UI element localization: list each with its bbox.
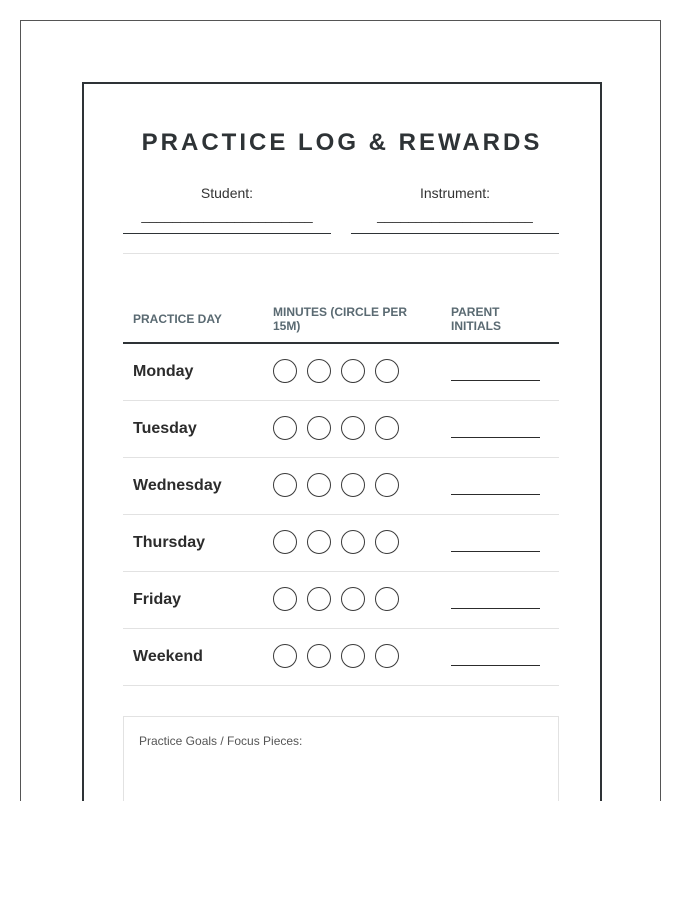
header-practice-day: PRACTICE DAY bbox=[133, 312, 222, 326]
minutes-circle[interactable] bbox=[341, 359, 365, 383]
minutes-circle[interactable] bbox=[341, 530, 365, 554]
parent-initials-line[interactable] bbox=[451, 380, 540, 381]
table-row bbox=[123, 515, 559, 572]
page bbox=[20, 20, 661, 801]
parent-initials-line[interactable] bbox=[451, 551, 540, 552]
practice-log-sheet bbox=[82, 82, 602, 801]
header-parent-initials: PARENT INITIALS bbox=[451, 305, 501, 333]
minutes-circles bbox=[273, 587, 399, 611]
minutes-circle[interactable] bbox=[341, 587, 365, 611]
minutes-circles bbox=[273, 473, 399, 497]
header-minutes: MINUTES (CIRCLE PER 15M) bbox=[273, 305, 408, 333]
day-label: Wednesday bbox=[133, 477, 222, 494]
minutes-circle[interactable] bbox=[341, 473, 365, 497]
parent-initials-line[interactable] bbox=[451, 437, 540, 438]
table-row bbox=[123, 401, 559, 458]
minutes-circle[interactable] bbox=[307, 416, 331, 440]
minutes-circle[interactable] bbox=[375, 359, 399, 383]
minutes-circle[interactable] bbox=[341, 416, 365, 440]
student-field[interactable] bbox=[123, 185, 331, 234]
minutes-circle[interactable] bbox=[375, 644, 399, 668]
minutes-circles bbox=[273, 530, 399, 554]
minutes-circle[interactable] bbox=[307, 473, 331, 497]
minutes-circle[interactable] bbox=[375, 530, 399, 554]
minutes-circle[interactable] bbox=[273, 644, 297, 668]
minutes-circles bbox=[273, 359, 399, 383]
minutes-circle[interactable] bbox=[307, 530, 331, 554]
practice-table bbox=[123, 298, 559, 686]
parent-initials-line[interactable] bbox=[451, 494, 540, 495]
minutes-circles bbox=[273, 416, 399, 440]
day-label: Thursday bbox=[133, 534, 206, 551]
student-label: Student: bbox=[200, 185, 254, 201]
instrument-label: Instrument: bbox=[419, 185, 491, 201]
minutes-circles bbox=[273, 644, 399, 668]
day-label: Tuesday bbox=[133, 420, 197, 437]
minutes-circle[interactable] bbox=[307, 587, 331, 611]
table-body bbox=[123, 344, 559, 686]
minutes-circle[interactable] bbox=[375, 416, 399, 440]
minutes-circle[interactable] bbox=[307, 644, 331, 668]
minutes-circle[interactable] bbox=[273, 473, 297, 497]
parent-initials-line[interactable] bbox=[451, 608, 540, 609]
day-label: Monday bbox=[133, 363, 194, 380]
parent-initials-line[interactable] bbox=[451, 665, 540, 666]
practice-goals-box[interactable] bbox=[123, 716, 559, 801]
table-row bbox=[123, 629, 559, 686]
section-divider bbox=[123, 253, 559, 254]
minutes-circle[interactable] bbox=[341, 644, 365, 668]
table-row bbox=[123, 458, 559, 515]
minutes-circle[interactable] bbox=[273, 359, 297, 383]
minutes-circle[interactable] bbox=[273, 530, 297, 554]
student-value[interactable]: ______________________ bbox=[141, 207, 313, 223]
practice-goals-label: Practice Goals / Focus Pieces: bbox=[139, 734, 303, 748]
minutes-circle[interactable] bbox=[273, 416, 297, 440]
table-row bbox=[123, 344, 559, 401]
table-row bbox=[123, 572, 559, 629]
minutes-circle[interactable] bbox=[273, 587, 297, 611]
page-title: PRACTICE LOG & REWARDS bbox=[141, 129, 543, 156]
day-label: Friday bbox=[133, 591, 182, 608]
minutes-circle[interactable] bbox=[307, 359, 331, 383]
minutes-circle[interactable] bbox=[375, 587, 399, 611]
minutes-circle[interactable] bbox=[375, 473, 399, 497]
instrument-value[interactable]: ____________________ bbox=[377, 207, 533, 223]
table-header bbox=[123, 298, 559, 344]
instrument-field[interactable] bbox=[351, 185, 559, 234]
day-label: Weekend bbox=[133, 648, 203, 665]
